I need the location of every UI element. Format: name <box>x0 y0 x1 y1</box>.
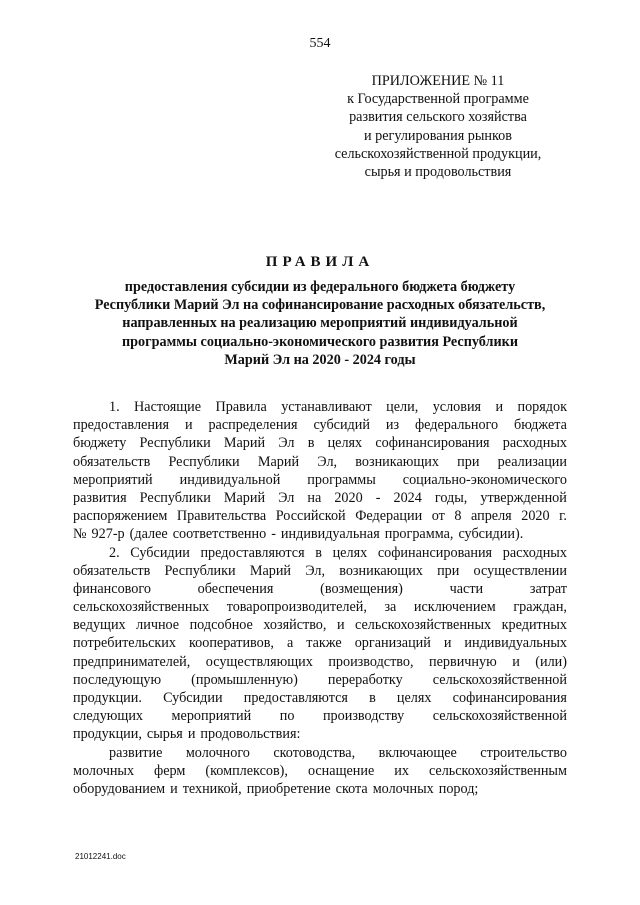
word: возникающих <box>355 453 439 470</box>
word: молочного <box>185 744 250 761</box>
word: кооперативов, <box>188 635 274 652</box>
word: бюджета <box>514 417 567 434</box>
word: - <box>271 526 276 543</box>
word: софинансирования <box>377 544 493 561</box>
word: Республики <box>164 562 236 579</box>
word: продовольствия: <box>200 726 301 743</box>
paragraph-2-line <box>73 689 567 707</box>
word: расходных <box>502 435 567 452</box>
word: от <box>431 508 445 525</box>
word: в <box>369 690 376 706</box>
word: и <box>187 726 196 743</box>
word: условия <box>432 399 482 415</box>
footer-filename: 21012241.doc <box>75 852 126 861</box>
word: мероприятий <box>73 471 153 488</box>
word: пород; <box>438 780 479 797</box>
word: производство, <box>328 653 414 670</box>
word: Эл, <box>317 453 338 470</box>
word: Марий <box>257 453 300 470</box>
word: порядок <box>517 399 567 415</box>
word: предоставляются <box>243 690 348 706</box>
paragraph-2-line <box>73 634 567 652</box>
word: индивидуальная <box>280 526 380 543</box>
word: распределения <box>208 417 298 434</box>
word: первичную <box>429 653 497 670</box>
word: финансового <box>73 580 151 597</box>
word: организаций <box>354 635 431 652</box>
word: ведущих <box>73 617 126 634</box>
word: Республики <box>168 453 240 470</box>
paragraph-2-line <box>73 707 567 725</box>
word: Субсидии <box>163 690 223 706</box>
word: возникающих <box>339 562 423 579</box>
word: и <box>170 780 178 797</box>
word: (возмещения) <box>320 580 403 597</box>
paragraph-1-line <box>73 398 567 416</box>
subtitle-line: программы социально-экономического развития Республики <box>121 333 519 350</box>
word: и <box>443 635 452 652</box>
word: расходных <box>502 544 567 561</box>
word: кредитных <box>501 617 567 634</box>
word: также <box>306 635 342 652</box>
appendix-line: ПРИЛОЖЕНИЕ № 11 <box>371 73 505 89</box>
word: 8 <box>454 508 462 525</box>
word: обязательств <box>73 562 151 579</box>
word: последующую <box>73 671 162 688</box>
word: ферм <box>154 762 186 779</box>
word: сельскохозяйственным <box>428 762 567 779</box>
paragraph-2-line <box>73 616 567 634</box>
word: осуществляющих <box>205 653 313 670</box>
word: сельскохозяйственных <box>73 599 210 616</box>
word: сельскохозяйственных <box>355 617 492 634</box>
paragraph-2-line <box>73 671 567 689</box>
appendix-line: к Государственной программе <box>347 91 529 108</box>
word: затрат <box>529 580 567 597</box>
word: № <box>73 526 87 543</box>
word: (промышленную) <box>191 671 298 688</box>
word: производству <box>322 708 405 725</box>
document-subtitle <box>40 278 600 369</box>
word: 2. <box>109 544 120 561</box>
paragraph-2-line <box>73 544 567 562</box>
word: 2024 <box>393 489 422 506</box>
paragraph-1-line <box>73 416 567 434</box>
word: 2020 <box>334 489 363 506</box>
word: целях <box>327 435 363 452</box>
word: скота <box>335 780 368 797</box>
word: Эл, <box>305 562 326 579</box>
word: (далее <box>129 526 168 543</box>
word: предпринимателей, <box>73 653 191 670</box>
word: бюджету <box>73 435 127 452</box>
word: оснащение <box>307 762 375 779</box>
word: 1. <box>109 399 120 415</box>
word: потребительских <box>73 635 176 652</box>
word: граждан, <box>513 599 567 616</box>
word: молочных <box>73 762 135 779</box>
word: скотоводства, <box>273 744 356 761</box>
word: распоряжением <box>73 508 168 525</box>
word: софинансирования <box>452 690 567 706</box>
word: сырья <box>146 726 183 743</box>
subtitle-line: Республики Марий Эл на софинансирование расходных обязательств, <box>94 297 546 314</box>
word: переработку <box>327 671 403 688</box>
word: развития <box>73 489 127 506</box>
paragraph-2-line <box>73 725 567 743</box>
paragraph-2-line <box>73 598 567 616</box>
paragraph-2-line <box>73 653 567 671</box>
paragraph-1-line <box>73 471 567 489</box>
appendix-header <box>316 72 560 181</box>
word: строительство <box>480 744 567 761</box>
subtitle-line: предоставления субсидии из федерального бюджета бюджету <box>124 279 516 295</box>
word: Эл <box>278 489 295 506</box>
paragraph-2-line <box>73 580 567 598</box>
word: Правительства <box>176 508 267 525</box>
appendix-line: сельскохозяйственной продукции, <box>334 145 542 162</box>
page-number: 554 <box>309 36 331 51</box>
word: сельскохозяйственной <box>432 671 567 688</box>
document-title: ПРАВИЛА <box>265 254 375 270</box>
word: молочных <box>372 780 434 797</box>
paragraph-1-line <box>73 525 567 543</box>
word: социально-экономического <box>402 471 567 488</box>
word: 2020 <box>521 508 550 525</box>
word: Субсидии <box>130 544 190 561</box>
word: при <box>437 562 460 579</box>
word: индивидуальной <box>179 471 281 488</box>
word: утвержденной <box>480 489 567 506</box>
word: Марий <box>249 562 292 579</box>
paragraph-3-line <box>73 780 567 798</box>
paragraph-1-line <box>73 453 567 471</box>
word: Российской <box>275 508 346 525</box>
word: обязательств <box>73 453 151 470</box>
word: исключением <box>413 599 496 616</box>
word: Федерации <box>355 508 423 525</box>
word: апреля <box>471 508 512 525</box>
paragraph-3-line <box>73 762 567 780</box>
word: цели, <box>386 399 419 415</box>
word: по <box>279 708 295 725</box>
word: г. <box>559 508 567 525</box>
word: федерального <box>414 417 499 434</box>
word: хозяйство, <box>263 617 327 634</box>
word: на <box>307 489 322 506</box>
word: субсидий <box>313 417 370 434</box>
appendix-line: сырья и продовольствия <box>364 164 512 181</box>
appendix-line: и регулирования рынков <box>364 127 512 144</box>
subtitle-line: направленных на реализацию мероприятий индивидуальной <box>122 315 518 332</box>
word: и <box>336 617 345 634</box>
word: целях <box>396 690 432 706</box>
word: - <box>375 489 381 506</box>
word: продукции. <box>73 690 142 706</box>
word: подсобное <box>189 617 253 634</box>
word: техникой, <box>182 780 242 797</box>
word: и <box>512 653 520 670</box>
word: из <box>385 417 400 434</box>
word: реализации <box>497 453 567 470</box>
paragraph-1-line <box>73 489 567 507</box>
word: Марий <box>223 435 266 452</box>
appendix-line: развития сельского хозяйства <box>349 109 527 126</box>
paragraph-3-line <box>73 744 567 762</box>
word: субсидии). <box>458 526 524 543</box>
paragraph-1-line <box>73 434 567 452</box>
word: целях <box>332 544 368 561</box>
word: Эл <box>278 435 295 452</box>
word: в <box>315 544 322 561</box>
word: Настоящие <box>134 399 202 415</box>
word: программа, <box>384 526 454 543</box>
word: сельскохозяйственной <box>432 708 567 725</box>
word: годы, <box>434 489 468 506</box>
word: личное <box>136 617 180 634</box>
word: приобретение <box>246 780 331 797</box>
word: Правила <box>215 399 267 415</box>
word: Республики <box>139 435 211 452</box>
word: в <box>307 435 315 452</box>
word: (или) <box>535 653 567 670</box>
document-body <box>73 398 567 798</box>
word: товаропроизводителей, <box>226 599 367 616</box>
word: развитие <box>109 744 163 761</box>
word: софинансирования <box>375 435 490 452</box>
word: (комплексов), <box>205 762 288 779</box>
word: и <box>184 417 193 434</box>
word: продукции, <box>73 726 142 743</box>
word: индивидуальных <box>464 635 567 652</box>
word: устанавливают <box>281 399 372 415</box>
word: обеспечения <box>197 580 274 597</box>
word: предоставляются <box>200 544 305 561</box>
word: и <box>495 399 504 415</box>
word: программы <box>307 471 376 488</box>
word: Марий <box>223 489 266 506</box>
word: части <box>449 580 484 597</box>
word: осуществлении <box>473 562 567 579</box>
paragraph-1-line <box>73 507 567 525</box>
paragraph-2-line <box>73 562 567 580</box>
word: Республики <box>139 489 211 506</box>
subtitle-line: Марий Эл на 2020 - 2024 годы <box>224 351 416 368</box>
word: следующих <box>73 708 144 725</box>
word: включающее <box>378 744 457 761</box>
word: мероприятий <box>171 708 252 725</box>
word: 927-р <box>91 526 125 543</box>
word: оборудованием <box>73 780 166 797</box>
word: при <box>457 453 480 470</box>
word: а <box>286 635 294 652</box>
word: их <box>394 762 409 779</box>
word: предоставления <box>73 417 170 434</box>
word: соответственно <box>172 526 267 543</box>
word: за <box>384 599 397 616</box>
